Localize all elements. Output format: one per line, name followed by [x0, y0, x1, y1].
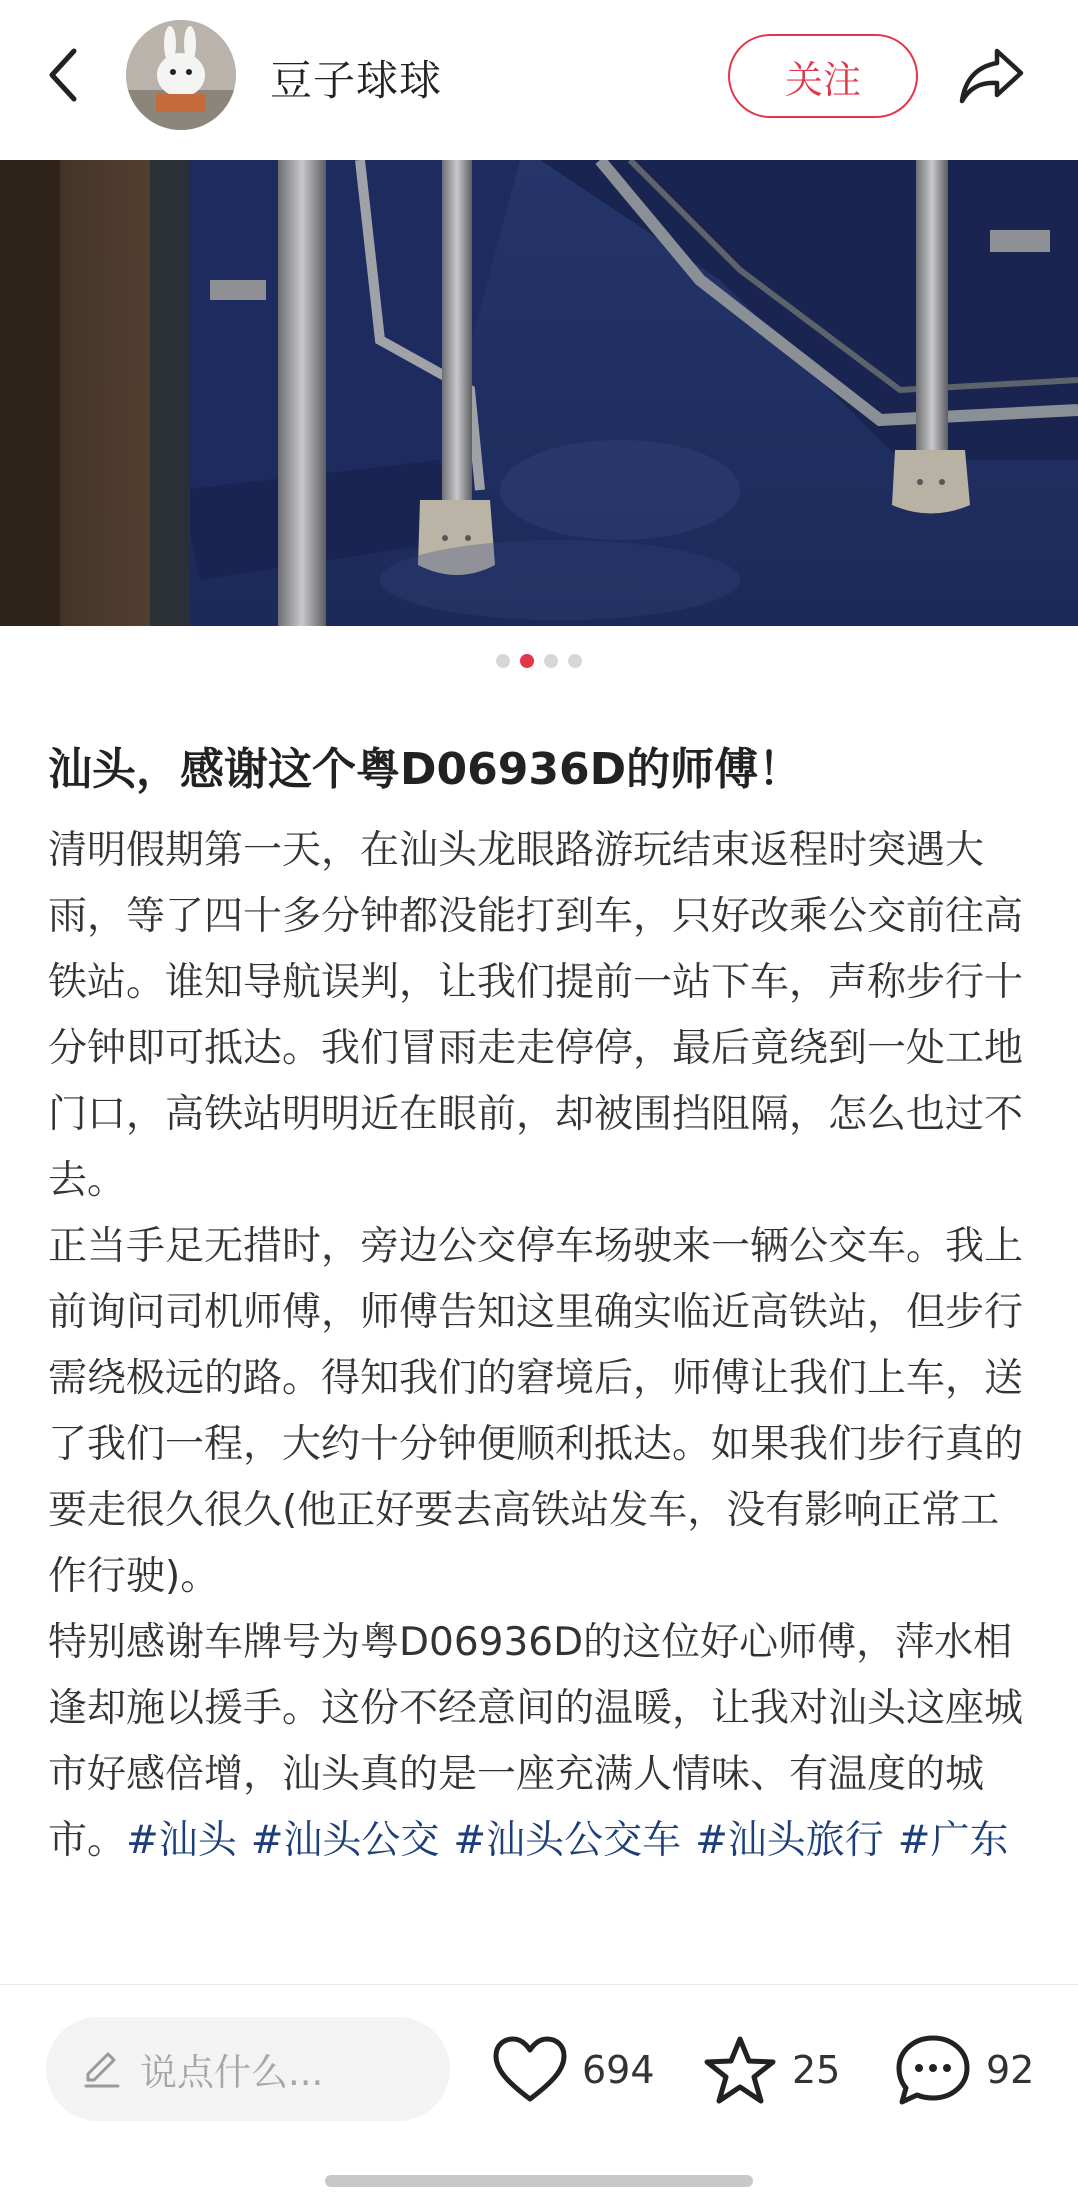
bottom-action-bar	[0, 1985, 1078, 2210]
carousel-dot[interactable]	[568, 654, 582, 668]
heart-icon	[492, 2035, 568, 2105]
post-title: 汕头，感谢这个粤D06936D的师傅！	[48, 744, 803, 795]
hashtag-link[interactable]: #汕头	[126, 1818, 237, 1863]
comment-placeholder: 说点什么...	[140, 2051, 324, 2094]
top-bar	[0, 0, 1078, 160]
post-paragraph	[48, 1610, 1038, 1874]
post-paragraph-text: 特别感谢车牌号为粤D06936D的这位好心师傅，萍水相逢却施以援手。这份不经意间的温暖，让我对汕头这座城市好感倍增，汕头真的是一座充满人情味、有温度的城市。	[48, 1620, 1024, 1863]
back-button[interactable]	[38, 40, 88, 110]
comment-count: 92	[986, 2048, 1035, 2092]
follow-button[interactable]: 关注	[728, 34, 918, 118]
carousel-indicator	[0, 654, 1078, 668]
avatar[interactable]	[126, 20, 236, 130]
favorite-count: 25	[792, 2048, 841, 2092]
carousel-dot-active[interactable]	[520, 654, 534, 668]
share-icon	[957, 45, 1027, 107]
star-icon	[702, 2034, 778, 2106]
post-body	[48, 818, 1038, 1982]
comment-bubble-icon	[894, 2033, 972, 2107]
post-paragraph: 清明假期第一天，在汕头龙眼路游玩结束返程时突遇大雨，等了四十多分钟都没能打到车，只好改乘公交前往高铁站。谁知导航误判，让我们提前一站下车，声称步行十分钟即可抵达。我们冒雨走走停停，最后竟绕到一处工地门口，高铁站明明近在眼前，却被围挡阻隔，怎么也过不去。	[48, 828, 1024, 1203]
like-count: 694	[582, 2048, 655, 2092]
hashtag-link[interactable]: #汕头公交车	[453, 1818, 682, 1863]
pencil-icon	[80, 2048, 122, 2090]
like-button[interactable]	[492, 2025, 655, 2115]
bus-interior-image	[0, 160, 1078, 626]
avatar-image	[126, 20, 236, 130]
share-button[interactable]	[952, 36, 1032, 116]
comment-button[interactable]	[894, 2025, 1034, 2115]
favorite-button[interactable]	[702, 2025, 840, 2115]
post-paragraph: 正当手足无措时，旁边公交停车场驶来一辆公交车。我上前询问司机师傅，师傅告知这里确实临近高铁站，但步行需绕极远的路。得知我们的窘境后，师傅让我们上车，送了我们一程，大约十分钟便顺利抵达。如果我们步行真的要走很久很久(他正好要去高铁站发车，没有影响正常工作行驶)。	[48, 1224, 1024, 1599]
back-arrow-icon	[46, 47, 80, 103]
comment-input[interactable]	[46, 2017, 450, 2121]
username[interactable]: 豆子球球	[270, 56, 443, 105]
hashtag-link[interactable]: #广东	[897, 1818, 1009, 1863]
hashtag-link[interactable]: #汕头公交	[250, 1818, 440, 1863]
carousel-dot[interactable]	[544, 654, 558, 668]
carousel-dot[interactable]	[496, 654, 510, 668]
hashtag-link[interactable]: #汕头旅行	[695, 1818, 884, 1863]
home-indicator[interactable]	[325, 2175, 753, 2187]
post-photo[interactable]	[0, 160, 1078, 626]
